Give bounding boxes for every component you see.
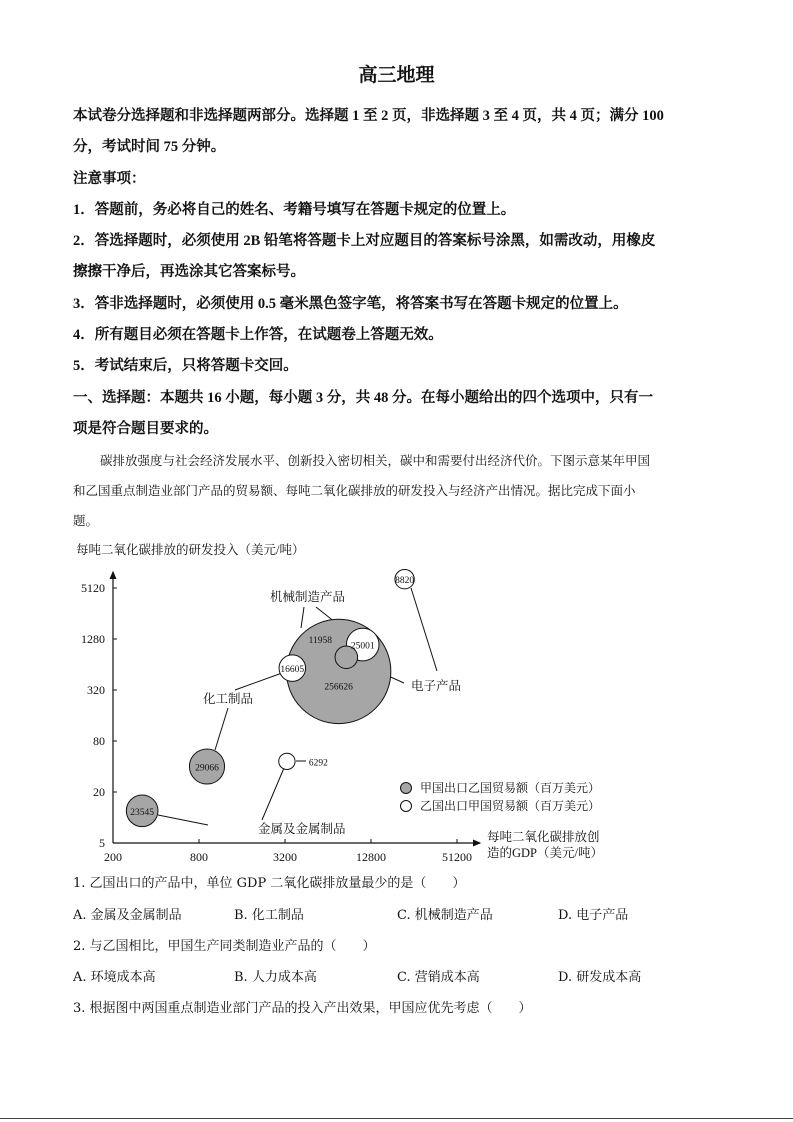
- leader-line: [215, 708, 228, 750]
- x-axis-label-line2: 造的GDP（美元/吨）: [487, 846, 603, 860]
- bubble-value-label: 16605: [280, 665, 305, 676]
- question-stem: 1. 乙国出口的产品中，单位 GDP 二氧化碳排放量最少的是（ ）: [73, 876, 466, 891]
- page-title: 高三地理: [358, 64, 435, 86]
- intro-line: 1．答题前，务必将自己的姓名、考籍号填写在答题卡规定的位置上。: [73, 202, 516, 218]
- x-tick-label: 51200: [442, 850, 472, 864]
- category-label: 金属及金属制品: [258, 822, 346, 836]
- category-label: 化工制品: [203, 692, 254, 706]
- y-tick-label: 5120: [81, 581, 105, 595]
- question-stem: 2. 与乙国相比，甲国生产同类制造业产品的（ ）: [73, 939, 376, 954]
- question-stem: 3. 根据图中两国重点制造业部门产品的投入产出效果，甲国应优先考虑（ ）: [73, 1001, 532, 1016]
- bubble-circle: [279, 753, 295, 769]
- answer-option: C. 营销成本高: [397, 970, 480, 985]
- bubble-value-label: 6292: [308, 758, 328, 769]
- x-tick-label: 3200: [273, 850, 297, 864]
- legend-label: 甲国出口乙国贸易额（百万美元）: [420, 781, 601, 795]
- bubble-value-label: 29066: [195, 763, 219, 774]
- x-axis-label-line1: 每吨二氧化碳排放创: [487, 830, 600, 844]
- leader-line: [158, 815, 208, 825]
- y-tick-label: 320: [87, 683, 105, 697]
- leader-line: [235, 673, 282, 690]
- bubble-value-label: 8820: [395, 576, 415, 587]
- intro-line: 4．所有题目必须在答题卡上作答，在试题卷上答题无效。: [73, 327, 443, 343]
- y-tick-label: 80: [93, 734, 105, 748]
- passage-line: 和乙国重点制造业部门产品的贸易额、每吨二氧化碳排放的研发投入与经济产出情况。据比完成下面小: [73, 483, 636, 498]
- y-tick-label: 5: [99, 836, 105, 850]
- x-tick-label: 800: [190, 850, 208, 864]
- intro-line: 一、选择题：本题共 16 小题，每小题 3 分，共 48 分。在每小题给出的四个选项中，只有一: [73, 390, 653, 406]
- legend-swatch-icon: [401, 801, 412, 812]
- answer-option: C. 机械制造产品: [397, 908, 493, 923]
- answer-option: D. 研发成本高: [558, 970, 642, 985]
- legend-label: 乙国出口甲国贸易额（百万美元）: [420, 799, 601, 813]
- bubble-value-label: 25001: [350, 641, 375, 652]
- intro-line: 3．答非选择题时，必须使用 0.5 毫米黑色签字笔，将答案书写在答题卡规定的位置上。: [73, 296, 628, 312]
- intro-line: 5．考试结束后，只将答题卡交回。: [73, 358, 298, 374]
- y-axis-label: 每吨二氧化碳排放的研发投入（美元/吨）: [76, 543, 305, 557]
- leader-line: [411, 588, 437, 671]
- page-bottom-rule: [0, 1118, 793, 1119]
- intro-line: 本试卷分选择题和非选择题两部分。选择题 1 至 2 页，非选择题 3 至 4 页，共 4 页；满分 100: [73, 108, 664, 124]
- answer-option: A. 金属及金属制品: [73, 908, 182, 923]
- bubble-value-label: 23545: [130, 807, 155, 818]
- category-label: 机械制造产品: [270, 590, 346, 604]
- bubble: [279, 753, 295, 769]
- answer-option: D. 电子产品: [558, 908, 629, 923]
- leader-line: [301, 607, 304, 628]
- leader-line: [262, 768, 284, 820]
- x-tick-label: 200: [104, 850, 122, 864]
- bubble-chart: [0, 540, 793, 870]
- legend-swatch-icon: [401, 783, 412, 794]
- y-tick-label: 20: [93, 785, 105, 799]
- y-tick-label: 1280: [81, 632, 105, 646]
- category-label: 电子产品: [411, 679, 462, 693]
- bubble-value-label: 256626: [324, 682, 353, 693]
- intro-line: 擦擦干净后，再选涂其它答案标号。: [73, 264, 305, 280]
- answer-option: A. 环境成本高: [73, 970, 156, 985]
- passage-line: 题。: [73, 513, 99, 528]
- passage-line: 碳排放强度与社会经济发展水平、创新投入密切相关，碳中和需要付出经济代价。下图示意某年甲国: [100, 453, 651, 468]
- intro-line: 项是符合题目要求的。: [73, 421, 218, 437]
- answer-option: B. 化工制品: [234, 908, 304, 923]
- intro-line: 2．答选择题时，必须使用 2B 铅笔将答题卡上对应题目的答案标号涂黑，如需改动，用橡皮: [73, 233, 656, 249]
- intro-line: 注意事项：: [73, 171, 146, 187]
- bubble-value-label: 11958: [308, 636, 333, 647]
- x-tick-label: 12800: [356, 850, 386, 864]
- intro-line: 分，考试时间 75 分钟。: [73, 139, 226, 155]
- answer-option: B. 人力成本高: [234, 970, 317, 985]
